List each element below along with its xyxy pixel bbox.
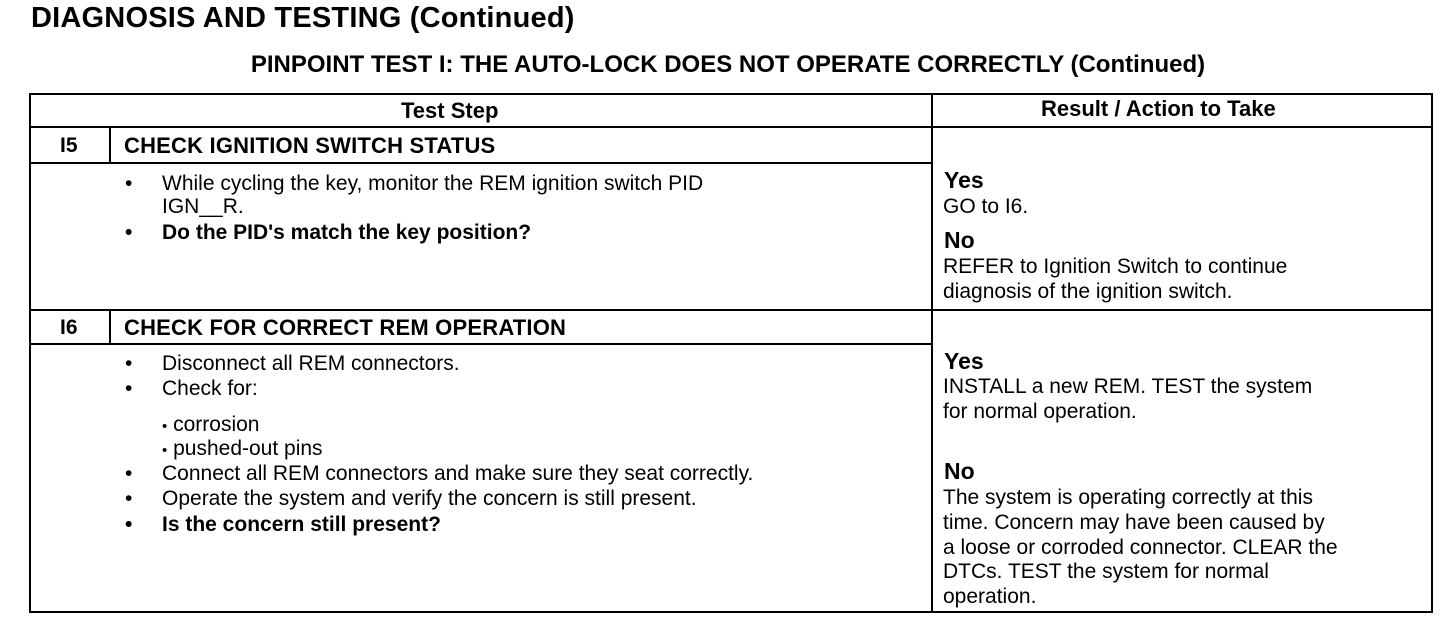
step-i6-no-action-line-4: DTCs. TEST the system for normal xyxy=(943,560,1269,583)
step-i5-yes-action: GO to I6. xyxy=(943,195,1029,218)
step-i5-bullet-1: • While cycling the key, monitor the REM ignition switch PID xyxy=(125,172,704,195)
step-i6-bullet-5: • Is the concern still present? xyxy=(125,513,441,536)
header-result-action: Result / Action to Take xyxy=(1041,96,1276,121)
step-i6-yes-label: Yes xyxy=(944,348,984,374)
header-test-step: Test Step xyxy=(401,98,499,123)
step-i6-title: CHECK FOR CORRECT REM OPERATION xyxy=(124,315,567,340)
bullet-icon: • xyxy=(125,172,133,195)
bullet-icon: • xyxy=(125,487,133,510)
step-i6-bullet-3: • Connect all REM connectors and make sure they seat correctly. xyxy=(125,462,754,485)
step-i6-no-action-line-2: time. Concern may have been caused by xyxy=(943,511,1325,534)
step-i6-id: I6 xyxy=(60,316,78,339)
step-i6-no-action-line-5: operation. xyxy=(943,585,1037,608)
step-i5-bullet-1-cont: IGN__R. xyxy=(162,195,244,218)
step-i5-yes-label: Yes xyxy=(944,167,984,193)
step-i6-bullet-2: • Check for: xyxy=(125,377,258,400)
bullet-icon: • xyxy=(125,462,133,485)
step-i5-title-divider xyxy=(31,162,931,164)
step-i5-bullet-2: • Do the PID's match the key position? xyxy=(125,221,532,244)
pinpoint-test-title: PINPOINT TEST I: THE AUTO-LOCK DOES NOT OPERATE CORRECTLY (Continued) xyxy=(250,51,1206,78)
column-divider xyxy=(931,95,933,611)
sub-bullet-icon: • xyxy=(162,418,168,435)
step-i6-sub-bullet-2: • pushed-out pins xyxy=(162,437,323,460)
step-i6-no-action-line-1: The system is operating correctly at this xyxy=(943,486,1313,509)
step-i6-title-divider xyxy=(31,343,931,345)
step-i6-bullet-4: • Operate the system and verify the concern is still present. xyxy=(125,487,697,510)
step-i5-id-divider xyxy=(109,128,111,162)
bullet-icon: • xyxy=(125,377,133,400)
step-i5-no-label: No xyxy=(944,227,975,253)
bullet-icon: • xyxy=(125,221,133,244)
step-i6-yes-action-line-2: for normal operation. xyxy=(943,400,1137,423)
step-i5-no-action-line-1: REFER to Ignition Switch to continue xyxy=(943,255,1288,278)
step-i5-no-action-line-2: diagnosis of the ignition switch. xyxy=(943,280,1233,303)
step-i6-bullet-1: • Disconnect all REM connectors. xyxy=(125,352,460,375)
page-title: DIAGNOSIS AND TESTING (Continued) xyxy=(31,2,575,34)
header-divider xyxy=(31,126,1431,128)
step-i5-id: I5 xyxy=(60,134,78,157)
step-i5-title: CHECK IGNITION SWITCH STATUS xyxy=(124,133,496,158)
sub-bullet-icon: • xyxy=(162,442,168,459)
step-i6-no-label: No xyxy=(944,458,975,484)
pinpoint-test-table xyxy=(29,93,1433,613)
step-i6-no-action-line-3: a loose or corroded connector. CLEAR the xyxy=(943,536,1338,559)
step-i6-id-divider xyxy=(109,311,111,343)
bullet-icon: • xyxy=(125,513,133,536)
step-i6-sub-bullet-1: • corrosion xyxy=(162,413,260,436)
step-i6-yes-action-line-1: INSTALL a new REM. TEST the system xyxy=(943,375,1313,398)
bullet-icon: • xyxy=(125,352,133,375)
step-divider xyxy=(31,309,1431,311)
